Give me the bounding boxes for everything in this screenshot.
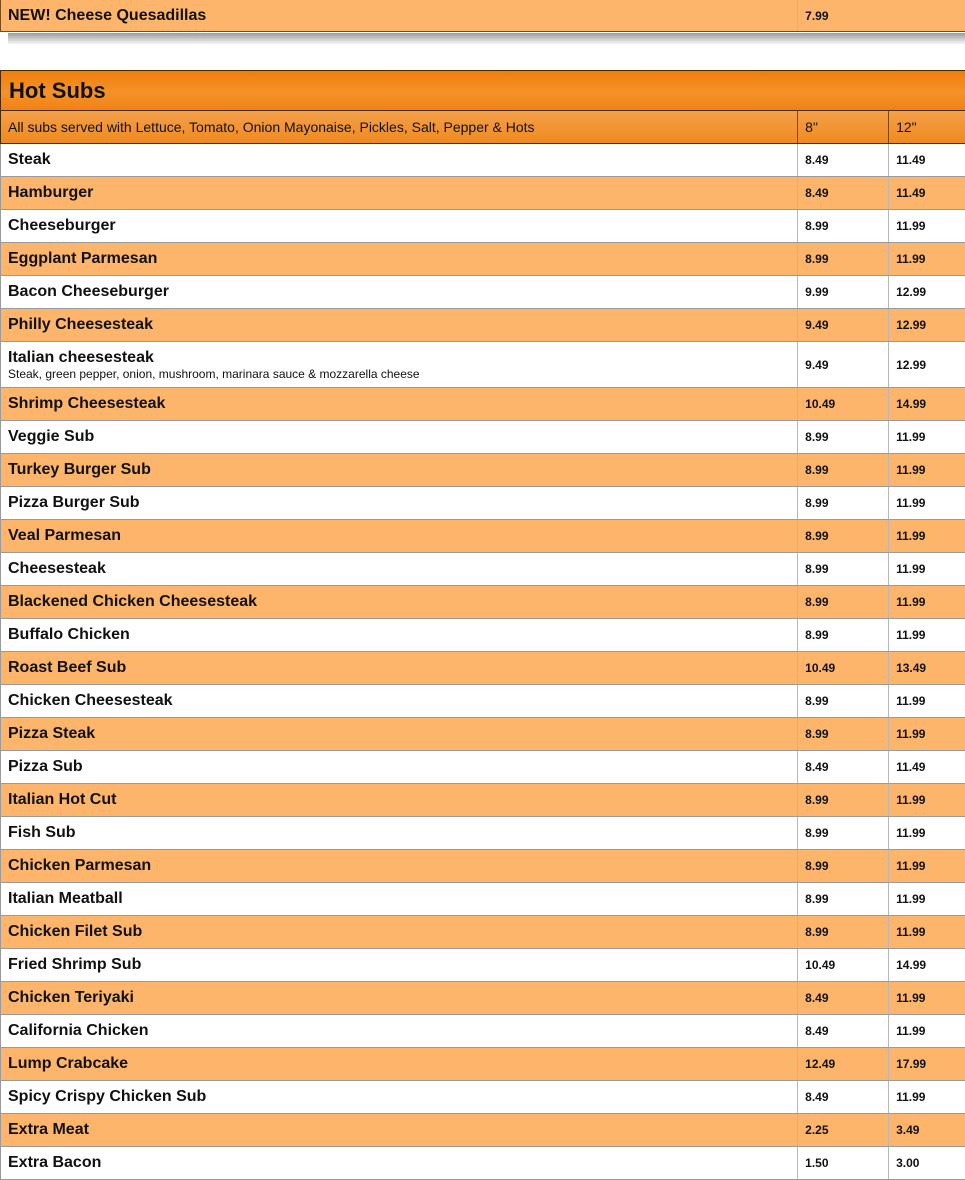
menu-row	[0, 784, 965, 817]
item-name: Veal Parmesan	[8, 527, 121, 544]
item-name-cell	[1, 210, 798, 242]
item-name-cell	[1, 342, 798, 387]
price-8-inch: 9.49	[798, 342, 889, 387]
item-name: Roast Beef Sub	[8, 659, 127, 676]
section-sub-header	[0, 111, 965, 144]
item-name: Steak	[8, 151, 51, 168]
menu-row	[0, 718, 965, 751]
price-8-inch: 8.99	[798, 817, 889, 849]
price-12-inch: 11.99	[896, 991, 926, 1005]
item-name: Italian Meatball	[8, 890, 123, 907]
price-12-inch: 14.99	[896, 397, 927, 411]
menu-row	[0, 520, 965, 553]
price-8-inch: 2.25	[798, 1114, 889, 1146]
price-12-inch: 11.99	[896, 727, 926, 741]
section-note-cell	[1, 111, 798, 143]
price-12-inch: 13.49	[896, 661, 927, 675]
item-name: Italian cheesesteak	[8, 348, 154, 366]
item-name-cell	[1, 276, 798, 308]
item-name: Pizza Burger Sub	[8, 494, 140, 511]
price-12-inch: 3.00	[896, 1156, 920, 1170]
menu-row	[0, 243, 965, 276]
hot-subs-section	[0, 70, 965, 1180]
item-name: Cheesesteak	[8, 560, 106, 577]
price-12-inch: 11.99	[896, 793, 926, 807]
price-8-inch: 10.49	[798, 949, 889, 981]
price-12-inch: 11.99	[896, 430, 926, 444]
item-name-cell	[1, 1147, 798, 1179]
menu-row	[0, 1114, 965, 1147]
price-12-inch: 14.99	[896, 958, 927, 972]
price-8-inch: 8.99	[798, 619, 889, 651]
item-name: Eggplant Parmesan	[8, 250, 158, 267]
item-name: Pizza Steak	[8, 725, 96, 742]
price-12-inch: 11.99	[896, 595, 926, 609]
price-8-inch: 9.99	[798, 276, 889, 308]
price-8-inch: 8.99	[798, 487, 889, 519]
price-8-inch: 12.49	[798, 1048, 889, 1080]
item-name: Chicken Filet Sub	[8, 923, 143, 940]
price-8-inch: 1.50	[798, 1147, 889, 1179]
price-12-inch: 11.49	[896, 186, 926, 200]
item-name: Fish Sub	[8, 824, 76, 841]
item-name-cell	[1, 309, 798, 341]
item-name: Chicken Parmesan	[8, 857, 152, 874]
menu-row	[0, 1147, 965, 1180]
item-name-cell	[1, 817, 798, 849]
menu-row	[0, 751, 965, 784]
item-name-cell	[1, 0, 798, 31]
section-shadow	[8, 33, 965, 45]
price-12-inch: 11.99	[896, 463, 926, 477]
item-description: Steak, green pepper, onion, mushroom, marinara sauce & mozzarella cheese	[8, 366, 420, 381]
size-small-header: 8"	[798, 111, 889, 143]
item-name-cell	[1, 916, 798, 948]
menu-row	[0, 817, 965, 850]
menu-row	[0, 685, 965, 718]
price-8-inch: 8.49	[798, 177, 889, 209]
price-12-inch: 11.99	[896, 1090, 926, 1104]
price-8-inch: 10.49	[798, 652, 889, 684]
price-12-inch: 11.99	[896, 529, 926, 543]
item-name: Hamburger	[8, 184, 94, 201]
item-name: Shrimp Cheesesteak	[8, 395, 166, 412]
item-name-cell	[1, 454, 798, 486]
price-8-inch: 8.99	[798, 685, 889, 717]
item-name-cell	[1, 619, 798, 651]
menu-row	[0, 619, 965, 652]
item-name-cell	[1, 949, 798, 981]
item-name-cell	[1, 982, 798, 1014]
price-12-inch: 11.99	[896, 892, 926, 906]
price-12-inch: 11.99	[896, 694, 926, 708]
price-12-inch: 17.99	[896, 1057, 927, 1071]
price-12-inch: 12.99	[896, 285, 927, 299]
section-note: All subs served with Lettuce, Tomato, Onion Mayonaise, Pickles, Salt, Pepper & Hots	[8, 119, 535, 135]
menu-row	[0, 1015, 965, 1048]
menu-row	[0, 454, 965, 487]
price-8-inch: 8.99	[798, 553, 889, 585]
item-name-cell	[1, 883, 798, 915]
size-large-header: 12"	[896, 119, 917, 135]
price-12-inch: 11.99	[896, 925, 926, 939]
menu-row	[0, 421, 965, 454]
menu-row	[0, 388, 965, 421]
price-8-inch: 8.99	[798, 850, 889, 882]
item-price: 7.99	[805, 8, 829, 23]
item-name: Veggie Sub	[8, 428, 95, 445]
menu-row	[0, 309, 965, 342]
item-name-cell	[1, 718, 798, 750]
price-8-inch: 9.49	[798, 309, 889, 341]
item-name-cell	[1, 652, 798, 684]
menu-row-quesadillas	[0, 0, 965, 32]
item-name-cell	[1, 520, 798, 552]
price-12-inch: 11.99	[896, 628, 926, 642]
price-12-inch: 11.49	[896, 760, 926, 774]
menu-items-list	[0, 144, 965, 1180]
price-8-inch: 8.99	[798, 210, 889, 242]
item-name: Philly Cheesesteak	[8, 316, 153, 333]
price-8-inch: 8.49	[798, 982, 889, 1014]
price-12-inch: 11.99	[896, 859, 926, 873]
item-name: Italian Hot Cut	[8, 791, 117, 808]
price-8-inch: 8.99	[798, 454, 889, 486]
item-name: Fried Shrimp Sub	[8, 956, 142, 973]
item-name: Chicken Cheesesteak	[8, 692, 173, 709]
price-8-inch: 8.99	[798, 243, 889, 275]
item-name-cell	[1, 751, 798, 783]
item-name: Extra Meat	[8, 1121, 89, 1138]
price-8-inch: 8.99	[798, 421, 889, 453]
price-12-inch: 11.49	[896, 153, 926, 167]
item-name-cell	[1, 1015, 798, 1047]
menu-row	[0, 850, 965, 883]
menu-row	[0, 487, 965, 520]
item-name-cell	[1, 144, 798, 176]
price-12-inch: 11.99	[896, 1024, 926, 1038]
price-12-inch: 12.99	[896, 318, 927, 332]
menu-row	[0, 916, 965, 949]
price-12-inch: 11.99	[896, 826, 926, 840]
item-name: Bacon Cheeseburger	[8, 283, 169, 300]
item-name-cell	[1, 1081, 798, 1113]
item-name-cell	[1, 850, 798, 882]
menu-row	[0, 1048, 965, 1081]
item-name: Lump Crabcake	[8, 1055, 129, 1072]
item-name: Extra Bacon	[8, 1154, 102, 1171]
price-8-inch: 8.99	[798, 784, 889, 816]
menu-row	[0, 276, 965, 309]
price-12-inch: 11.99	[896, 496, 926, 510]
price-12-inch: 12.99	[896, 357, 927, 372]
price-12-inch: 3.49	[896, 1123, 920, 1137]
menu-row	[0, 210, 965, 243]
price-8-inch: 8.49	[798, 1081, 889, 1113]
price-8-inch: 8.99	[798, 916, 889, 948]
section-title: Hot Subs	[9, 77, 106, 103]
menu-row	[0, 553, 965, 586]
menu-row	[0, 586, 965, 619]
item-name-cell	[1, 784, 798, 816]
price-8-inch: 10.49	[798, 388, 889, 420]
section-title-bar	[0, 70, 965, 111]
item-name-cell	[1, 177, 798, 209]
price-8-inch: 8.49	[798, 751, 889, 783]
item-name-cell	[1, 421, 798, 453]
item-name-cell	[1, 1114, 798, 1146]
item-name: Pizza Sub	[8, 758, 83, 775]
menu-row	[0, 342, 965, 388]
price-8-inch: 8.99	[798, 883, 889, 915]
item-name: Chicken Teriyaki	[8, 989, 134, 1006]
price-12-inch: 11.99	[896, 562, 926, 576]
menu-row	[0, 883, 965, 916]
menu-row	[0, 144, 965, 177]
price-8-inch: 8.99	[798, 520, 889, 552]
menu-row	[0, 652, 965, 685]
item-name-cell	[1, 487, 798, 519]
item-name: California Chicken	[8, 1022, 149, 1039]
item-name-cell	[1, 586, 798, 618]
menu-row	[0, 177, 965, 210]
price-8-inch: 8.49	[798, 144, 889, 176]
item-name-cell	[1, 243, 798, 275]
item-name: Blackened Chicken Cheesesteak	[8, 593, 258, 610]
price-8-inch: 8.99	[798, 718, 889, 750]
item-name-cell	[1, 553, 798, 585]
item-name: Turkey Burger Sub	[8, 461, 151, 478]
price-8-inch: 8.99	[798, 586, 889, 618]
menu-row	[0, 949, 965, 982]
item-name-cell	[1, 388, 798, 420]
item-name: Spicy Crispy Chicken Sub	[8, 1088, 207, 1105]
menu-row	[0, 982, 965, 1015]
item-name: Buffalo Chicken	[8, 626, 130, 643]
price-12-inch: 11.99	[896, 252, 926, 266]
item-name: Cheeseburger	[8, 217, 116, 234]
item-name-cell	[1, 1048, 798, 1080]
menu-row	[0, 1081, 965, 1114]
price-12-inch: 11.99	[896, 219, 926, 233]
item-name-cell	[1, 685, 798, 717]
price-8-inch: 8.49	[798, 1015, 889, 1047]
item-name: NEW! Cheese Quesadillas	[8, 6, 207, 24]
